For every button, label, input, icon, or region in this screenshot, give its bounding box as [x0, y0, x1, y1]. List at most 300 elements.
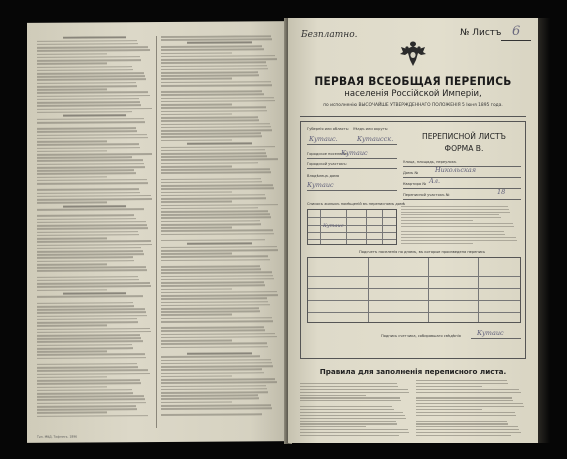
text-line — [37, 337, 141, 339]
text-line — [161, 149, 265, 151]
dwelling-table-entry: Кутаис — [323, 223, 344, 229]
text-line — [161, 259, 270, 261]
text-line — [37, 66, 132, 68]
text-line — [37, 296, 143, 298]
text-line — [161, 132, 261, 134]
location-underline — [307, 144, 397, 145]
text-line — [37, 363, 137, 365]
text-line — [401, 214, 499, 215]
district-value: Кутаисск. — [357, 135, 394, 143]
text-line — [161, 272, 272, 274]
text-line — [37, 311, 146, 313]
text-line — [161, 97, 274, 99]
text-line — [161, 395, 258, 397]
text-line — [161, 110, 267, 112]
text-line — [187, 352, 252, 354]
dwelling-table-title: Списокъ жилыхъ помѣщеній въ переписномъ домѣ — [307, 202, 406, 206]
text-line — [161, 90, 262, 92]
text-line — [161, 172, 271, 174]
text-line — [161, 94, 264, 96]
text-line — [161, 343, 267, 345]
text-line — [161, 62, 266, 64]
text-line — [37, 49, 150, 51]
text-line — [37, 156, 132, 158]
text-line — [161, 81, 271, 83]
text-line — [37, 279, 139, 281]
text-line — [161, 217, 271, 219]
text-line — [401, 237, 516, 238]
text-line — [37, 140, 107, 142]
text-line — [161, 356, 260, 358]
text-line — [37, 269, 147, 271]
text-line — [37, 379, 140, 381]
text-line — [37, 315, 147, 317]
text-line — [37, 131, 137, 133]
census-legal-note: по исполненію ВЫСОЧАЙШЕ УТВЕРЖДЕННАГО ПОЛОЖЕНІЯ 5 Іюня 1895 года. — [323, 103, 503, 108]
text-line — [37, 231, 138, 233]
text-line — [37, 382, 141, 384]
text-line — [401, 206, 508, 207]
text-line — [401, 209, 509, 210]
text-line — [37, 79, 146, 81]
text-line — [300, 426, 366, 427]
text-line — [37, 150, 107, 152]
text-line — [161, 207, 258, 209]
text-line — [401, 243, 473, 244]
text-line — [63, 205, 127, 207]
text-line — [161, 362, 272, 364]
sheet-number-line — [501, 40, 531, 41]
signature-underline — [471, 338, 521, 339]
house-label: Домъ № — [403, 171, 419, 175]
text-line — [37, 108, 152, 110]
text-line — [37, 72, 144, 74]
text-line — [187, 142, 252, 144]
text-line — [161, 75, 259, 77]
text-line — [161, 233, 274, 235]
text-line — [37, 85, 137, 87]
form-letter: ФОРМА В. — [444, 144, 484, 153]
rules-heading: Правила для заполненія переписного листа. — [319, 367, 507, 376]
text-line — [161, 38, 272, 40]
text-line — [401, 231, 504, 232]
text-line — [161, 320, 273, 322]
counter-value: 18 — [497, 188, 506, 196]
text-line — [161, 107, 266, 109]
text-line — [416, 383, 508, 384]
census-sheet-title: ПЕРЕПИСНОЙ ЛИСТЪ — [421, 132, 506, 141]
text-line — [161, 414, 262, 416]
text-line — [300, 415, 405, 416]
text-line — [37, 176, 107, 178]
text-line — [37, 160, 143, 162]
text-line — [37, 134, 147, 136]
section-label: Городской участокъ: — [307, 162, 347, 166]
town-underline — [307, 158, 397, 159]
section-underline — [307, 168, 397, 169]
text-line — [401, 240, 517, 241]
text-line — [161, 52, 232, 54]
text-line — [37, 127, 136, 129]
text-line — [161, 388, 267, 390]
text-line — [300, 406, 392, 407]
census-title: ПЕРВАЯ ВСЕОБЩАЯ ПЕРЕПИСЬ — [314, 74, 512, 88]
text-line — [37, 89, 107, 91]
text-line — [37, 147, 140, 149]
text-line — [161, 375, 232, 377]
district-label: Уѣздъ или округъ: — [353, 127, 389, 131]
owner-underline — [307, 190, 397, 191]
text-line — [416, 432, 521, 433]
text-line — [161, 326, 264, 328]
text-line — [37, 46, 148, 48]
text-line — [37, 285, 151, 287]
text-line — [37, 59, 141, 61]
text-line — [37, 408, 137, 410]
text-line — [161, 249, 278, 251]
text-line — [161, 381, 277, 383]
text-line — [37, 412, 107, 414]
text-line — [37, 118, 144, 120]
street-label: Улица, площадь, переулокъ — [403, 160, 457, 164]
text-line — [37, 302, 133, 304]
text-line — [161, 330, 265, 332]
text-line — [37, 56, 140, 58]
text-line — [161, 391, 268, 393]
text-line — [161, 275, 273, 277]
text-line — [161, 340, 232, 342]
text-line — [161, 100, 275, 102]
text-line — [161, 285, 265, 287]
text-line — [300, 421, 396, 422]
text-line — [300, 386, 398, 387]
house-underline — [403, 177, 521, 178]
street-value: Никольская — [435, 166, 477, 174]
text-line — [161, 213, 270, 215]
text-line — [161, 120, 259, 122]
text-line — [37, 95, 150, 97]
text-line — [161, 49, 264, 51]
text-line — [416, 406, 524, 407]
text-line — [37, 91, 148, 93]
text-line — [37, 234, 139, 236]
text-line — [401, 217, 501, 218]
text-line — [37, 163, 144, 165]
text-line — [37, 392, 133, 394]
text-line — [300, 412, 403, 413]
text-line — [161, 239, 265, 241]
text-line — [300, 389, 408, 390]
text-line — [161, 136, 262, 138]
text-line — [187, 242, 252, 244]
text-line — [37, 53, 107, 55]
text-line — [37, 237, 107, 239]
province-value: Кутаис. — [309, 135, 338, 143]
text-line — [37, 208, 144, 210]
text-line — [187, 42, 252, 44]
text-line — [161, 407, 272, 409]
text-line — [37, 188, 139, 190]
text-line — [161, 194, 265, 196]
text-line — [37, 402, 146, 404]
text-line — [37, 276, 138, 278]
quarter-label: Квартира № — [403, 182, 426, 186]
text-line — [63, 114, 127, 116]
text-line — [161, 168, 270, 170]
text-line — [37, 218, 136, 220]
text-line — [300, 400, 401, 401]
text-line — [161, 35, 271, 37]
text-line — [416, 429, 519, 430]
text-line — [161, 307, 259, 309]
text-line — [416, 421, 507, 422]
text-line — [416, 423, 508, 424]
text-line — [37, 347, 133, 349]
text-line — [161, 71, 258, 73]
free-of-charge-label: Безплатно. — [301, 30, 358, 40]
text-line — [37, 369, 148, 371]
text-line — [37, 202, 107, 204]
text-line — [37, 325, 107, 327]
text-line — [37, 386, 107, 388]
text-line — [161, 139, 232, 141]
text-line — [161, 314, 232, 316]
text-line — [401, 212, 510, 213]
text-line — [37, 344, 132, 346]
text-line — [63, 36, 127, 38]
rules-column-2 — [416, 380, 526, 438]
text-line — [37, 334, 140, 336]
text-line — [416, 426, 518, 427]
text-line — [37, 351, 107, 353]
text-line — [37, 143, 139, 145]
text-line — [161, 55, 275, 57]
owner-label: Владѣлецъ дома — [307, 174, 340, 178]
text-line — [161, 346, 268, 348]
text-line — [161, 220, 260, 222]
text-line — [37, 173, 136, 175]
text-line — [161, 288, 232, 290]
population-summary-table — [307, 257, 521, 323]
right-page-census-form — [288, 18, 538, 443]
left-page-instructions — [27, 21, 289, 443]
text-line — [161, 268, 261, 270]
text-line — [161, 65, 267, 67]
text-line — [37, 111, 132, 113]
dwelling-table — [307, 209, 397, 245]
text-line — [37, 198, 152, 200]
text-line — [300, 432, 409, 433]
counter-label: Переписной участокъ № — [403, 193, 450, 197]
text-line — [161, 68, 268, 70]
text-line — [161, 155, 267, 157]
text-line — [161, 184, 273, 186]
text-line — [161, 78, 232, 80]
text-line — [37, 260, 134, 262]
text-line — [161, 45, 262, 47]
text-line — [161, 201, 232, 203]
text-line — [37, 366, 138, 368]
text-line — [37, 321, 138, 323]
text-line — [37, 75, 145, 77]
text-line — [37, 389, 132, 391]
text-line — [161, 188, 274, 190]
text-line — [37, 263, 107, 265]
text-line — [300, 418, 406, 419]
text-line — [37, 282, 150, 284]
text-line — [161, 227, 232, 229]
column-divider — [156, 36, 157, 428]
text-line — [37, 244, 152, 246]
text-line — [37, 357, 146, 359]
text-line — [401, 223, 513, 224]
text-line — [416, 415, 516, 416]
text-line — [37, 308, 145, 310]
text-line — [37, 63, 107, 65]
text-line — [161, 204, 278, 206]
text-line — [37, 373, 150, 375]
owner-value: Кутаис — [307, 181, 334, 189]
left-text-column-2 — [161, 35, 279, 428]
text-line — [161, 336, 277, 338]
population-summary-label: Подсчетъ населенія по днямъ, въ которые произведена перепись — [359, 250, 486, 254]
text-line — [37, 153, 152, 155]
text-line — [161, 253, 232, 255]
text-line — [37, 179, 147, 181]
double-headed-eagle-icon — [398, 40, 428, 68]
text-line — [161, 116, 258, 118]
text-line — [161, 223, 261, 225]
form-instructions-text — [401, 206, 521, 246]
text-line — [37, 221, 146, 223]
text-line — [37, 215, 134, 217]
text-line — [161, 304, 270, 306]
text-line — [300, 409, 394, 410]
text-line — [161, 385, 266, 387]
text-line — [161, 104, 232, 106]
counter-underline — [403, 199, 521, 200]
text-line — [161, 84, 272, 86]
quarter-value: Ал. — [429, 177, 441, 185]
text-line — [401, 226, 514, 227]
town-label: Городское поселеніе: — [307, 152, 349, 156]
text-line — [37, 289, 107, 291]
text-line — [161, 113, 232, 115]
text-line — [161, 146, 275, 148]
text-line — [37, 240, 151, 242]
text-line — [63, 292, 127, 294]
counter-signature-label: Подпись счетчика, собиравшаго свѣдѣнія — [381, 334, 461, 338]
text-line — [161, 365, 273, 367]
text-line — [37, 137, 148, 139]
census-subtitle: населенія Россійской Имперіи, — [344, 89, 482, 99]
text-line — [37, 328, 150, 330]
text-line — [161, 298, 267, 300]
text-line — [161, 159, 278, 161]
text-line — [37, 399, 145, 401]
text-line — [416, 409, 482, 410]
text-line — [416, 389, 519, 390]
text-line — [37, 69, 133, 71]
text-line — [37, 192, 140, 194]
census-form-box — [300, 121, 526, 359]
text-line — [161, 294, 278, 296]
text-line — [416, 386, 482, 387]
text-line — [37, 104, 141, 106]
text-line — [416, 403, 523, 404]
town-value: Кутаис — [341, 149, 368, 157]
sheet-number-label: № Листъ — [460, 28, 502, 38]
text-line — [161, 210, 268, 212]
text-line — [161, 281, 264, 283]
text-line — [161, 372, 264, 374]
text-line — [37, 257, 133, 259]
text-line — [161, 301, 268, 303]
text-line — [161, 333, 275, 335]
counter-signature: Кутаис — [477, 329, 504, 337]
text-line — [37, 305, 134, 307]
text-line — [161, 291, 277, 293]
text-line — [161, 123, 270, 125]
text-line — [37, 395, 144, 397]
text-line — [416, 380, 507, 381]
text-line — [161, 197, 266, 199]
text-line — [37, 331, 151, 333]
text-line — [37, 341, 143, 343]
text-line — [37, 82, 136, 84]
text-line — [37, 40, 137, 42]
text-line — [161, 165, 232, 167]
text-line — [37, 224, 147, 226]
text-line — [37, 376, 107, 378]
text-line — [161, 378, 275, 380]
text-line — [37, 169, 134, 171]
text-line — [161, 398, 259, 400]
text-line — [161, 181, 262, 183]
text-line — [37, 266, 146, 268]
text-line — [37, 121, 145, 123]
text-line — [37, 166, 145, 168]
text-line — [161, 369, 262, 371]
text-line — [161, 162, 258, 164]
text-line — [161, 359, 271, 361]
text-line — [161, 317, 272, 319]
text-line — [37, 182, 148, 184]
text-line — [37, 43, 138, 45]
header-divider — [300, 116, 526, 117]
text-line — [37, 250, 143, 252]
left-text-column-1 — [37, 36, 153, 429]
text-line — [37, 195, 151, 197]
text-line — [37, 253, 144, 255]
text-line — [161, 278, 274, 280]
text-line — [161, 152, 266, 154]
text-line — [161, 230, 273, 232]
text-line — [161, 246, 277, 248]
text-line — [37, 354, 145, 356]
text-line — [300, 435, 399, 436]
text-line — [161, 256, 268, 258]
text-line — [37, 101, 140, 103]
text-line — [401, 234, 505, 235]
text-line — [37, 247, 141, 249]
text-line — [416, 400, 513, 401]
text-line — [37, 98, 139, 100]
text-line — [401, 220, 473, 221]
text-line — [161, 191, 232, 193]
text-line — [37, 415, 148, 417]
text-line — [416, 397, 512, 398]
